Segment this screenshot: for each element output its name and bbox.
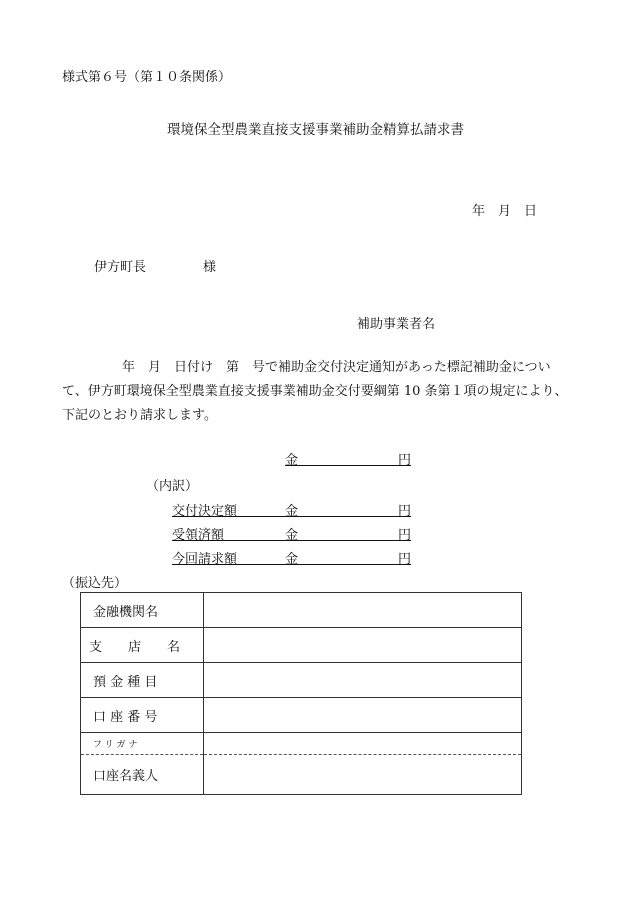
breakdown-label: 受領済額 xyxy=(172,528,225,543)
body-line-1: 年 月 日付け 第 号で補助金交付決定通知があった標記補助金につい xyxy=(122,360,551,375)
table-row xyxy=(81,628,522,663)
bank-transfer-table xyxy=(80,592,522,795)
account-type-field[interactable] xyxy=(204,663,522,698)
addressee: 伊方町長 xyxy=(94,260,147,275)
table-row xyxy=(81,733,522,755)
body-line-3: 下記のとおり請求します。 xyxy=(62,408,217,423)
furigana-field[interactable] xyxy=(204,733,522,755)
honorific: 様 xyxy=(203,260,217,275)
branch-label: 支 店 名 xyxy=(81,628,204,663)
breakdown-row xyxy=(172,500,411,517)
table-row xyxy=(81,755,522,795)
holder-label: 口座名義人 xyxy=(81,755,204,795)
document-title: 環境保全型農業直接支援事業補助金精算払請求書 xyxy=(167,122,464,138)
table-row xyxy=(81,663,522,698)
date-line: 年 月 日 xyxy=(472,204,538,219)
breakdown-prefix: 金 xyxy=(285,552,299,567)
total-amount-prefix: 金 xyxy=(285,453,299,468)
breakdown-label: 今回請求額 xyxy=(172,552,238,567)
breakdown-suffix: 円 xyxy=(397,552,411,567)
account-type-label: 預 金 種 目 xyxy=(81,663,204,698)
furigana-label: フリガナ xyxy=(81,733,204,755)
breakdown-prefix: 金 xyxy=(285,504,299,519)
account-number-field[interactable] xyxy=(204,698,522,733)
bank-heading: （振込先） xyxy=(62,576,128,591)
breakdown-prefix: 金 xyxy=(285,528,299,543)
body-line-2: て、伊方町環境保全型農業直接支援事業補助金交付要綱第 10 条第１項の規定により、 xyxy=(62,384,568,399)
table-row xyxy=(81,593,522,628)
applicant-label: 補助事業者名 xyxy=(357,317,436,332)
breakdown-suffix: 円 xyxy=(397,528,411,543)
institution-field[interactable] xyxy=(204,593,522,628)
account-number-label: 口 座 番 号 xyxy=(81,698,204,733)
form-number: 様式第６号（第１０条関係） xyxy=(62,70,232,85)
branch-field[interactable] xyxy=(204,628,522,663)
institution-label: 金融機関名 xyxy=(81,593,204,628)
breakdown-label: 交付決定額 xyxy=(172,504,238,519)
breakdown-suffix: 円 xyxy=(397,504,411,519)
breakdown-row xyxy=(172,548,411,565)
breakdown-heading: （内訳） xyxy=(146,479,199,494)
total-amount-suffix: 円 xyxy=(397,453,411,468)
holder-field[interactable] xyxy=(204,755,522,795)
breakdown-row xyxy=(172,524,411,541)
table-row xyxy=(81,698,522,733)
total-amount-line xyxy=(285,449,411,466)
